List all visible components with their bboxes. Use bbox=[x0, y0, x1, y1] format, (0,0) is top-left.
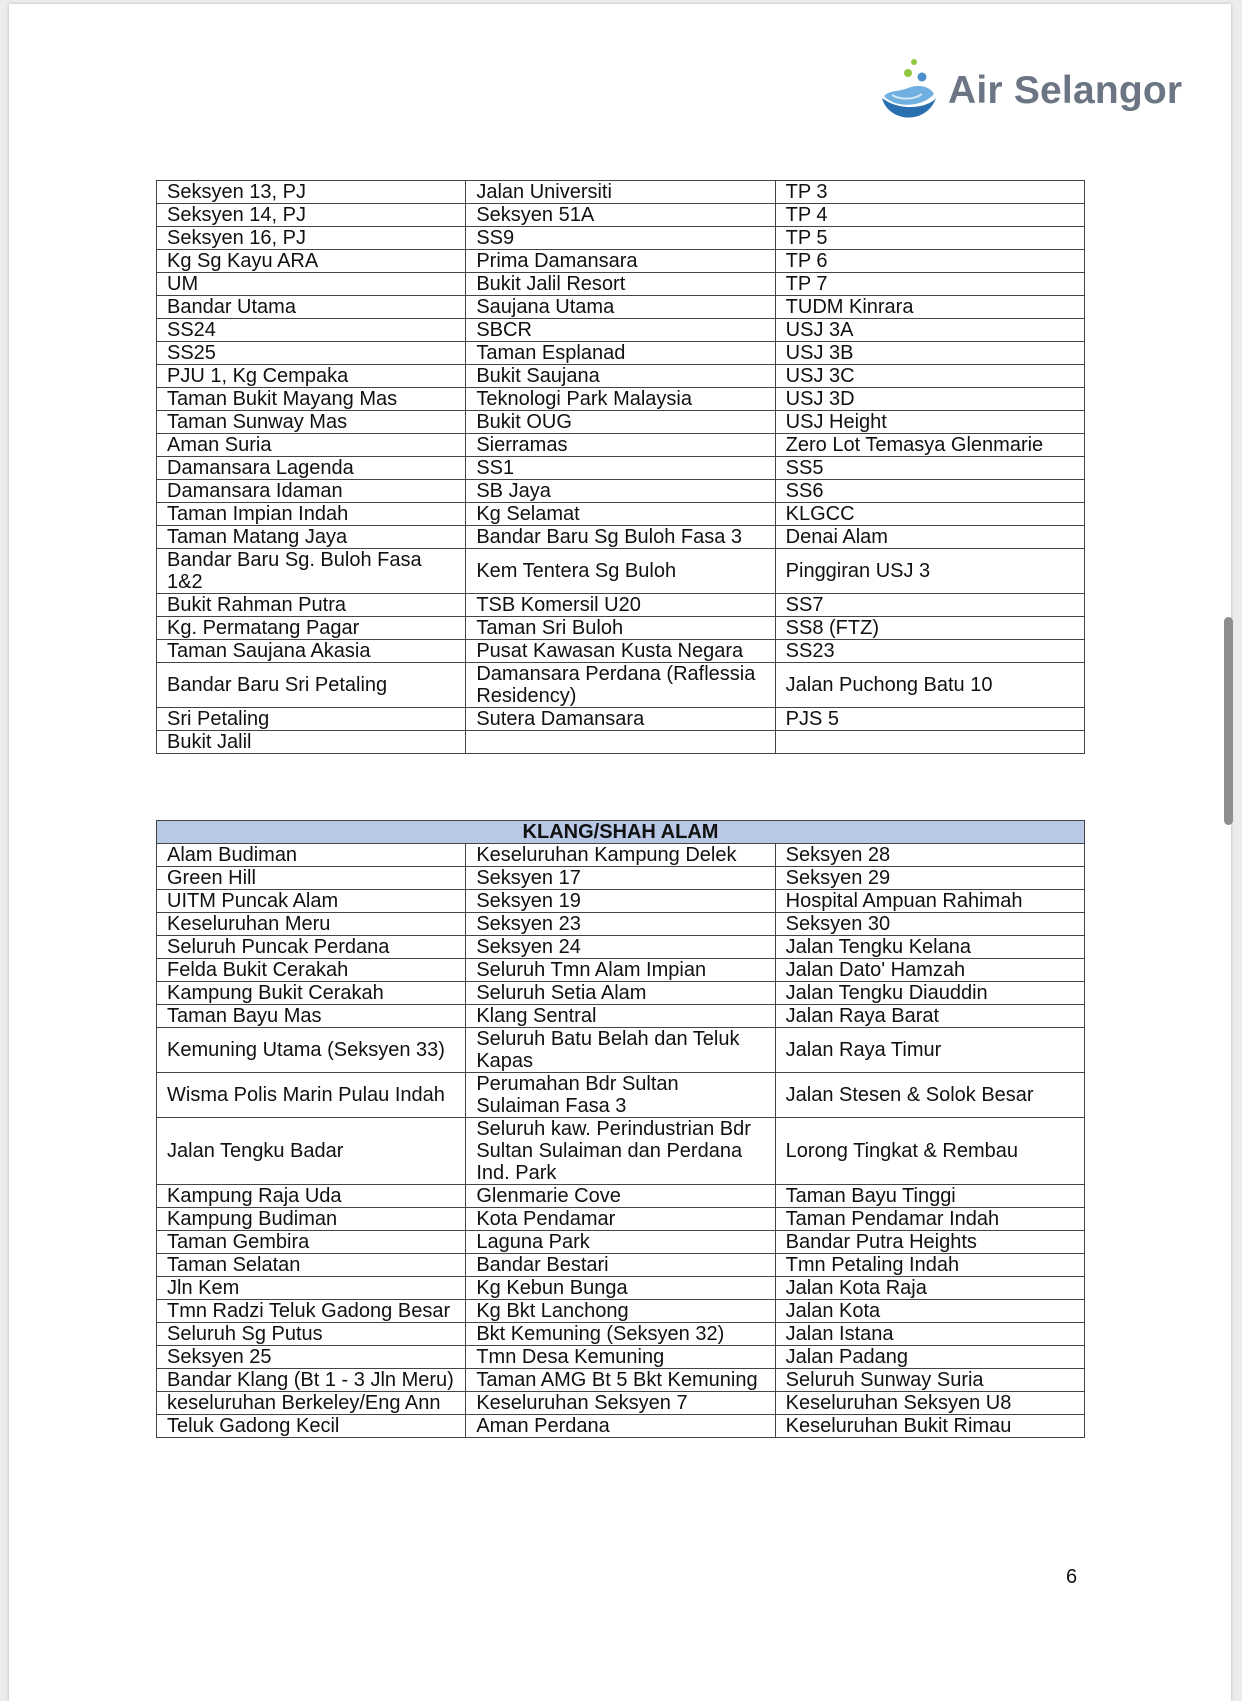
page-number: 6 bbox=[1066, 1566, 1078, 1588]
table-row bbox=[157, 867, 1085, 890]
table-cell: Kemuning Utama (Seksyen 33) bbox=[157, 1028, 466, 1073]
table-cell: SS6 bbox=[775, 480, 1084, 503]
table-cell: Aman Suria bbox=[157, 434, 466, 457]
table-cell: USJ 3A bbox=[775, 319, 1084, 342]
table-cell: keseluruhan Berkeley/Eng Ann bbox=[157, 1392, 466, 1415]
table-cell: Seksyen 28 bbox=[775, 844, 1084, 867]
table-cell: UITM Puncak Alam bbox=[157, 890, 466, 913]
table-row bbox=[157, 640, 1085, 663]
table-cell: SS8 (FTZ) bbox=[775, 617, 1084, 640]
table-cell: Taman Impian Indah bbox=[157, 503, 466, 526]
table-cell: Jalan Raya Timur bbox=[775, 1028, 1084, 1073]
table-cell: Teknologi Park Malaysia bbox=[466, 388, 775, 411]
table-cell: Bukit OUG bbox=[466, 411, 775, 434]
table-cell: Kg Sg Kayu ARA bbox=[157, 250, 466, 273]
table-cell: Taman Matang Jaya bbox=[157, 526, 466, 549]
table-cell: Seksyen 16, PJ bbox=[157, 227, 466, 250]
table-row bbox=[157, 503, 1085, 526]
table-cell: TP 6 bbox=[775, 250, 1084, 273]
table-cell: Kampung Bukit Cerakah bbox=[157, 982, 466, 1005]
table-row bbox=[157, 411, 1085, 434]
table-cell: SS9 bbox=[466, 227, 775, 250]
table-cell: Bukit Saujana bbox=[466, 365, 775, 388]
table-cell: Pusat Kawasan Kusta Negara bbox=[466, 640, 775, 663]
table-cell: SS5 bbox=[775, 457, 1084, 480]
table-header-row bbox=[157, 821, 1085, 844]
table-cell: TUDM Kinrara bbox=[775, 296, 1084, 319]
table-cell: Prima Damansara bbox=[466, 250, 775, 273]
table-cell: Laguna Park bbox=[466, 1231, 775, 1254]
table-cell: Kampung Raja Uda bbox=[157, 1185, 466, 1208]
table-cell: TP 3 bbox=[775, 181, 1084, 204]
table-cell: Keseluruhan Meru bbox=[157, 913, 466, 936]
table-cell: Damansara Idaman bbox=[157, 480, 466, 503]
table-row bbox=[157, 1005, 1085, 1028]
table-cell: Taman Pendamar Indah bbox=[775, 1208, 1084, 1231]
table-cell: Pinggiran USJ 3 bbox=[775, 549, 1084, 594]
table-cell: Taman AMG Bt 5 Bkt Kemuning bbox=[466, 1369, 775, 1392]
table-cell: Jalan Puchong Batu 10 bbox=[775, 663, 1084, 708]
table-cell: SS7 bbox=[775, 594, 1084, 617]
table-cell: Seluruh Setia Alam bbox=[466, 982, 775, 1005]
table-row bbox=[157, 1346, 1085, 1369]
table-row bbox=[157, 1028, 1085, 1073]
table-cell: Jalan Tengku Kelana bbox=[775, 936, 1084, 959]
table-cell: TP 4 bbox=[775, 204, 1084, 227]
table-cell: Taman Sunway Mas bbox=[157, 411, 466, 434]
table-cell: Taman Bayu Tinggi bbox=[775, 1185, 1084, 1208]
table-row bbox=[157, 319, 1085, 342]
table-cell: Keseluruhan Kampung Delek bbox=[466, 844, 775, 867]
table-row bbox=[157, 844, 1085, 867]
table-cell: TSB Komersil U20 bbox=[466, 594, 775, 617]
table-row bbox=[157, 227, 1085, 250]
table-cell: Seluruh Sg Putus bbox=[157, 1323, 466, 1346]
table-row bbox=[157, 1392, 1085, 1415]
table-cell: Keseluruhan Bukit Rimau bbox=[775, 1415, 1084, 1438]
table-cell: Jalan Istana bbox=[775, 1323, 1084, 1346]
table-cell: Bandar Klang (Bt 1 - 3 Jln Meru) bbox=[157, 1369, 466, 1392]
table-cell: Saujana Utama bbox=[466, 296, 775, 319]
table-cell: Lorong Tingkat & Rembau bbox=[775, 1118, 1084, 1185]
table-cell: Aman Perdana bbox=[466, 1415, 775, 1438]
table-cell: Seksyen 24 bbox=[466, 936, 775, 959]
table-row bbox=[157, 1118, 1085, 1185]
table-cell: Jalan Tengku Diauddin bbox=[775, 982, 1084, 1005]
table-cell: Seksyen 30 bbox=[775, 913, 1084, 936]
table-cell: Kg Selamat bbox=[466, 503, 775, 526]
table-cell: Kem Tentera Sg Buloh bbox=[466, 549, 775, 594]
table-cell: Bandar Bestari bbox=[466, 1254, 775, 1277]
table-cell: Taman Saujana Akasia bbox=[157, 640, 466, 663]
table-cell: UM bbox=[157, 273, 466, 296]
table-cell: Green Hill bbox=[157, 867, 466, 890]
table-row bbox=[157, 1073, 1085, 1118]
table-row bbox=[157, 936, 1085, 959]
table-cell: Wisma Polis Marin Pulau Indah bbox=[157, 1073, 466, 1118]
table-cell: Seluruh Batu Belah dan Teluk Kapas bbox=[466, 1028, 775, 1073]
table-cell: Keseluruhan Seksyen 7 bbox=[466, 1392, 775, 1415]
table-cell: Denai Alam bbox=[775, 526, 1084, 549]
table-cell: Taman Esplanad bbox=[466, 342, 775, 365]
table-cell: TP 7 bbox=[775, 273, 1084, 296]
table-row bbox=[157, 663, 1085, 708]
table-row bbox=[157, 1208, 1085, 1231]
table-cell: SB Jaya bbox=[466, 480, 775, 503]
table-cell: Seksyen 51A bbox=[466, 204, 775, 227]
table-cell: Seksyen 14, PJ bbox=[157, 204, 466, 227]
table-row bbox=[157, 1277, 1085, 1300]
table-row bbox=[157, 913, 1085, 936]
table-row bbox=[157, 457, 1085, 480]
table-cell: Zero Lot Temasya Glenmarie bbox=[775, 434, 1084, 457]
table-cell: Jalan Stesen & Solok Besar bbox=[775, 1073, 1084, 1118]
table-row bbox=[157, 731, 1085, 754]
table-row bbox=[157, 890, 1085, 913]
table-cell: Bukit Jalil Resort bbox=[466, 273, 775, 296]
table-cell: Jalan Tengku Badar bbox=[157, 1118, 466, 1185]
table-cell: Glenmarie Cove bbox=[466, 1185, 775, 1208]
table-cell: Seluruh kaw. Perindustrian Bdr Sultan Sulaiman dan Perdana Ind. Park bbox=[466, 1118, 775, 1185]
table-row bbox=[157, 342, 1085, 365]
table-row bbox=[157, 1254, 1085, 1277]
table-cell: Seksyen 23 bbox=[466, 913, 775, 936]
table-cell: KLGCC bbox=[775, 503, 1084, 526]
table-cell: Seksyen 29 bbox=[775, 867, 1084, 890]
table-cell: Jalan Dato' Hamzah bbox=[775, 959, 1084, 982]
table-cell bbox=[466, 731, 775, 754]
area-table-klang-shah-alam bbox=[156, 820, 1085, 1438]
table-row bbox=[157, 594, 1085, 617]
water-drop-logo-icon bbox=[878, 56, 940, 126]
table-cell: Tmn Desa Kemuning bbox=[466, 1346, 775, 1369]
table-cell: Seluruh Sunway Suria bbox=[775, 1369, 1084, 1392]
table-cell: Seksyen 17 bbox=[466, 867, 775, 890]
table-cell: Tmn Petaling Indah bbox=[775, 1254, 1084, 1277]
brand-name: Air Selangor bbox=[948, 69, 1183, 112]
table-row bbox=[157, 296, 1085, 319]
table-cell: Jln Kem bbox=[157, 1277, 466, 1300]
table-cell: Alam Budiman bbox=[157, 844, 466, 867]
table-cell: Taman Bukit Mayang Mas bbox=[157, 388, 466, 411]
table-cell: Teluk Gadong Kecil bbox=[157, 1415, 466, 1438]
table-cell: Damansara Lagenda bbox=[157, 457, 466, 480]
table-cell: Kg. Permatang Pagar bbox=[157, 617, 466, 640]
table-cell: Kota Pendamar bbox=[466, 1208, 775, 1231]
table-cell: Jalan Raya Barat bbox=[775, 1005, 1084, 1028]
table-cell: Klang Sentral bbox=[466, 1005, 775, 1028]
table-cell: Felda Bukit Cerakah bbox=[157, 959, 466, 982]
table-cell: Keseluruhan Seksyen U8 bbox=[775, 1392, 1084, 1415]
table-row bbox=[157, 273, 1085, 296]
table-cell: SS1 bbox=[466, 457, 775, 480]
table-cell: Bandar Baru Sri Petaling bbox=[157, 663, 466, 708]
table-cell: USJ 3B bbox=[775, 342, 1084, 365]
table-row bbox=[157, 365, 1085, 388]
table-cell: Kg Bkt Lanchong bbox=[466, 1300, 775, 1323]
table-cell: SS25 bbox=[157, 342, 466, 365]
table-cell: Seluruh Tmn Alam Impian bbox=[466, 959, 775, 982]
table-cell: Taman Bayu Mas bbox=[157, 1005, 466, 1028]
table-cell: Bkt Kemuning (Seksyen 32) bbox=[466, 1323, 775, 1346]
table-cell: Seksyen 19 bbox=[466, 890, 775, 913]
table-row bbox=[157, 1231, 1085, 1254]
table-cell: Taman Sri Buloh bbox=[466, 617, 775, 640]
table-cell: SS23 bbox=[775, 640, 1084, 663]
table-cell: USJ Height bbox=[775, 411, 1084, 434]
table-row bbox=[157, 549, 1085, 594]
table-cell: Seksyen 13, PJ bbox=[157, 181, 466, 204]
table-cell: Tmn Radzi Teluk Gadong Besar bbox=[157, 1300, 466, 1323]
table-cell: Hospital Ampuan Rahimah bbox=[775, 890, 1084, 913]
table-cell: TP 5 bbox=[775, 227, 1084, 250]
table-row bbox=[157, 1415, 1085, 1438]
table-cell: Kg Kebun Bunga bbox=[466, 1277, 775, 1300]
table-cell: Jalan Padang bbox=[775, 1346, 1084, 1369]
table-row bbox=[157, 526, 1085, 549]
table-row bbox=[157, 181, 1085, 204]
table-cell: Sierramas bbox=[466, 434, 775, 457]
table-cell: Bandar Utama bbox=[157, 296, 466, 319]
table-cell: Taman Selatan bbox=[157, 1254, 466, 1277]
table-cell: Jalan Kota bbox=[775, 1300, 1084, 1323]
table-row bbox=[157, 1185, 1085, 1208]
table-cell: Perumahan Bdr Sultan Sulaiman Fasa 3 bbox=[466, 1073, 775, 1118]
table-cell: SBCR bbox=[466, 319, 775, 342]
table-row bbox=[157, 708, 1085, 731]
table-cell: Bandar Baru Sg. Buloh Fasa 1&2 bbox=[157, 549, 466, 594]
table-cell: Bukit Rahman Putra bbox=[157, 594, 466, 617]
table-cell: Bandar Putra Heights bbox=[775, 1231, 1084, 1254]
table-cell: Jalan Kota Raja bbox=[775, 1277, 1084, 1300]
table-row bbox=[157, 204, 1085, 227]
area-table-pj bbox=[156, 180, 1085, 754]
table-cell bbox=[775, 731, 1084, 754]
table-cell: Seksyen 25 bbox=[157, 1346, 466, 1369]
table-row bbox=[157, 959, 1085, 982]
table-row bbox=[157, 1369, 1085, 1392]
section-header: KLANG/SHAH ALAM bbox=[157, 821, 1085, 844]
table-cell: Damansara Perdana (Raflessia Residency) bbox=[466, 663, 775, 708]
table-row bbox=[157, 250, 1085, 273]
table-row bbox=[157, 1300, 1085, 1323]
table-cell: Sri Petaling bbox=[157, 708, 466, 731]
table-cell: Sutera Damansara bbox=[466, 708, 775, 731]
table-cell: Jalan Universiti bbox=[466, 181, 775, 204]
table-cell: Seluruh Puncak Perdana bbox=[157, 936, 466, 959]
table-cell: PJS 5 bbox=[775, 708, 1084, 731]
table-row bbox=[157, 480, 1085, 503]
table-cell: Bukit Jalil bbox=[157, 731, 466, 754]
table-row bbox=[157, 434, 1085, 457]
table-cell: PJU 1, Kg Cempaka bbox=[157, 365, 466, 388]
table-row bbox=[157, 617, 1085, 640]
table-row bbox=[157, 982, 1085, 1005]
table-cell: Taman Gembira bbox=[157, 1231, 466, 1254]
table-cell: USJ 3D bbox=[775, 388, 1084, 411]
table-row bbox=[157, 388, 1085, 411]
table-cell: Bandar Baru Sg Buloh Fasa 3 bbox=[466, 526, 775, 549]
table-row bbox=[157, 1323, 1085, 1346]
table-cell: SS24 bbox=[157, 319, 466, 342]
scrollbar[interactable] bbox=[1224, 617, 1233, 825]
table-cell: Kampung Budiman bbox=[157, 1208, 466, 1231]
table-cell: USJ 3C bbox=[775, 365, 1084, 388]
air-selangor-logo bbox=[878, 56, 1182, 126]
